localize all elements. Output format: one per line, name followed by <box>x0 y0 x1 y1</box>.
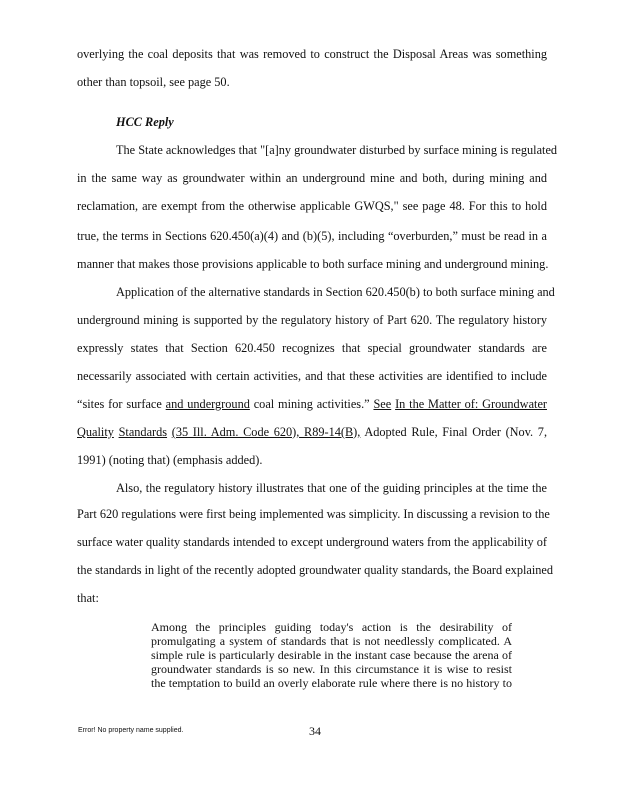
quote-line: promulgating a system of standards that is not needlessly complicated. A <box>151 634 512 648</box>
text-segment: coal mining activities.” <box>249 397 374 411</box>
text-line <box>77 229 547 243</box>
text-line <box>77 341 547 355</box>
text-segment: manner that makes those provisions applicable to both surface mining and underground mining. <box>77 257 549 271</box>
text-line <box>77 199 547 213</box>
text-segment: overlying the coal deposits that was removed to construct the Disposal Areas was something <box>77 47 547 61</box>
text-segment: true, the terms in Sections 620.450(a)(4) and (b)(5), including “overburden,” must be read in a <box>77 229 547 243</box>
text-line <box>77 75 547 89</box>
text-line <box>77 47 547 61</box>
text-line <box>77 313 547 327</box>
text-segment: Application of the alternative standards in Section 620.450(b) to both surface mining and <box>116 285 555 299</box>
text-segment: Part 620 regulations were first being implemented was simplicity. In discussing a revision to the <box>77 507 550 521</box>
text-line <box>77 397 547 411</box>
text-line <box>116 481 547 495</box>
text-segment: reclamation, are exempt from the otherwise applicable GWQS," see page 48. For this to hold <box>77 199 547 213</box>
text-segment: “sites for surface <box>77 397 166 411</box>
text-line <box>77 425 547 439</box>
text-segment: surface water quality standards intended to except underground waters from the applicability of <box>77 535 547 549</box>
text-segment: 1991) (noting that) (emphasis added). <box>77 453 263 467</box>
text-line <box>77 453 547 467</box>
text-line <box>77 171 547 185</box>
text-line <box>77 591 547 605</box>
text-segment: that: <box>77 591 99 605</box>
underlined-citation: Standards <box>118 425 168 439</box>
text-segment: The State acknowledges that "[a]ny groundwater disturbed by surface mining is regulated <box>116 143 558 157</box>
text-segment: the standards in light of the recently adopted groundwater quality standards, the Board explained <box>77 563 554 577</box>
underlined-citation: In the Matter of: Groundwater <box>395 397 547 411</box>
footer-error-text: Error! No property name supplied. <box>78 727 184 734</box>
text-segment: necessarily associated with certain activities, and that these activities are identified to include <box>77 369 547 383</box>
section-heading: HCC Reply <box>116 115 174 129</box>
underlined-citation: and underground <box>165 397 250 411</box>
text-segment: Adopted Rule, Final Order (Nov. 7, <box>360 425 548 439</box>
underlined-citation: (35 Ill. Adm. Code 620), R89-14(B), <box>171 425 361 439</box>
text-segment: other than topsoil, see page 50. <box>77 75 230 89</box>
text-line <box>77 563 554 577</box>
text-line <box>77 369 547 383</box>
text-line <box>77 507 550 521</box>
quote-line: Among the principles guiding today's action is the desirability of <box>151 620 512 634</box>
quote-line: simple rule is particularly desirable in the instant case because the arena of <box>151 648 512 662</box>
underlined-citation: See <box>373 397 392 411</box>
underlined-citation: Quality <box>77 425 114 439</box>
text-segment: in the same way as groundwater within an underground mine and both, during mining and <box>77 171 547 185</box>
text-line <box>116 143 558 157</box>
text-segment: expressly states that Section 620.450 recognizes that special groundwater standards are <box>77 341 547 355</box>
text-line <box>116 285 555 299</box>
text-line <box>77 257 547 271</box>
text-line <box>77 535 547 549</box>
quote-line: groundwater standards is so new. In this circumstance it is wise to resist <box>151 662 512 676</box>
quote-line: the temptation to build an overly elaborate rule where there is no history to <box>151 676 512 690</box>
text-segment: Also, the regulatory history illustrates that one of the guiding principles at the time the <box>116 481 547 495</box>
text-segment: underground mining is supported by the regulatory history of Part 620. The regulatory history <box>77 313 547 327</box>
page-number: 34 <box>309 724 321 738</box>
